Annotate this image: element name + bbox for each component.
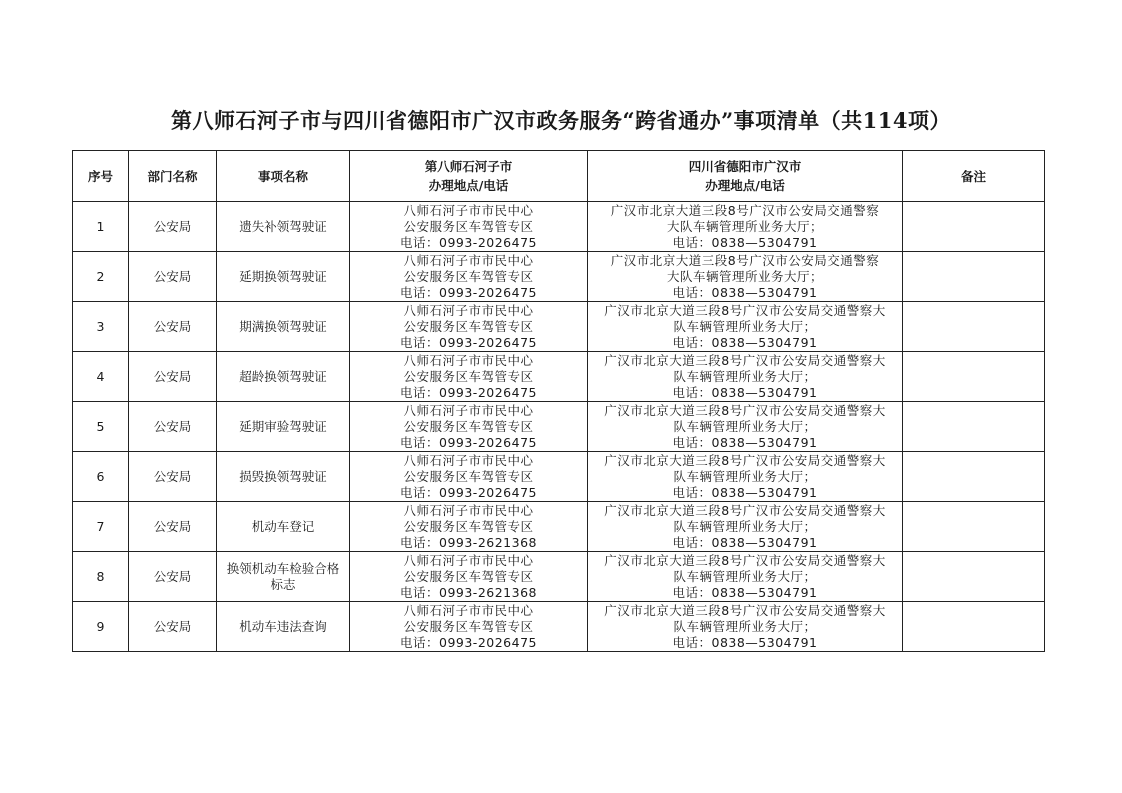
- row-guanghan-location: [588, 252, 903, 302]
- row-seq: 6: [73, 452, 129, 502]
- row-guanghan-location: [588, 302, 903, 352]
- page-title: 第八师石河子市与四川省德阳市广汉市政务服务“跨省通办”事项清单（共114项）: [171, 108, 951, 133]
- row-note: [903, 202, 1045, 252]
- row-item-text: 延期换领驾驶证: [239, 268, 327, 284]
- row-dept: 公安局: [129, 302, 217, 352]
- row-shihezi-location: [350, 352, 588, 402]
- guanghan-location-line: 广汉市北京大道三段8号广汉市公安局交通警察: [610, 202, 880, 218]
- row-item: [217, 602, 350, 652]
- row-note: [903, 602, 1045, 652]
- row-shihezi-location: [350, 452, 588, 502]
- header-guanghan-line2: 办理地点/电话: [705, 178, 785, 193]
- row-seq: 4: [73, 352, 129, 402]
- row-guanghan-location: [588, 402, 903, 452]
- row-item-text: 期满换领驾驶证: [239, 318, 327, 334]
- row-shihezi-location: [350, 552, 588, 602]
- shihezi-location-line: 八师石河子市市民中心: [403, 352, 534, 368]
- guanghan-location-line: 广汉市北京大道三段8号广汉市公安局交通警察大: [604, 352, 886, 368]
- guanghan-location-line: 电话：0838—5304791: [672, 384, 818, 400]
- row-dept: 公安局: [129, 552, 217, 602]
- shihezi-location-line: 公安服务区车驾管专区: [403, 518, 534, 534]
- guanghan-location-line: 队车辆管理所业务大厅；: [673, 518, 817, 534]
- table-row: [73, 302, 1045, 352]
- guanghan-location-line: 广汉市北京大道三段8号广汉市公安局交通警察大: [604, 502, 886, 518]
- guanghan-location-line: 广汉市北京大道三段8号广汉市公安局交通警察大: [604, 602, 886, 618]
- row-dept: 公安局: [129, 452, 217, 502]
- guanghan-location-line: 队车辆管理所业务大厅；: [673, 318, 817, 334]
- header-shihezi-line2: 办理地点/电话: [428, 178, 509, 193]
- guanghan-location-line: 队车辆管理所业务大厅；: [673, 368, 817, 384]
- header-shihezi-line1: 第八师石河子市: [424, 159, 513, 174]
- table-row: [73, 252, 1045, 302]
- shihezi-location-line: 公安服务区车驾管专区: [403, 418, 534, 434]
- shihezi-location-line: 电话：0993-2026475: [400, 334, 537, 350]
- shihezi-location-line: 八师石河子市市民中心: [403, 602, 534, 618]
- shihezi-location-line: 电话：0993-2026475: [400, 634, 537, 650]
- guanghan-location-line: 广汉市北京大道三段8号广汉市公安局交通警察大: [604, 552, 886, 568]
- row-dept: 公安局: [129, 502, 217, 552]
- header-item: 事项名称: [217, 151, 350, 202]
- guanghan-location-line: 大队车辆管理所业务大厅；: [666, 218, 823, 234]
- row-item: [217, 252, 350, 302]
- row-shihezi-location: [350, 402, 588, 452]
- row-guanghan-location: [588, 202, 903, 252]
- table-row: [73, 552, 1045, 602]
- row-item: [217, 552, 350, 602]
- row-item-text: 换领机动车检验合格标志: [226, 560, 340, 592]
- guanghan-location-line: 电话：0838—5304791: [672, 484, 818, 500]
- row-seq: 9: [73, 602, 129, 652]
- shihezi-location-line: 公安服务区车驾管专区: [403, 618, 534, 634]
- row-item: [217, 352, 350, 402]
- shihezi-location-line: 电话：0993-2621368: [400, 584, 537, 600]
- guanghan-location-line: 电话：0838—5304791: [672, 334, 818, 350]
- shihezi-location-line: 八师石河子市市民中心: [403, 302, 534, 318]
- table-row: [73, 202, 1045, 252]
- shihezi-location-line: 电话：0993-2026475: [400, 234, 537, 250]
- shihezi-location-line: 公安服务区车驾管专区: [403, 218, 534, 234]
- row-guanghan-location: [588, 602, 903, 652]
- row-seq: 8: [73, 552, 129, 602]
- shihezi-location-line: 八师石河子市市民中心: [403, 502, 534, 518]
- guanghan-location-line: 电话：0838—5304791: [672, 234, 818, 250]
- shihezi-location-line: 公安服务区车驾管专区: [403, 468, 534, 484]
- header-dept: 部门名称: [129, 151, 217, 202]
- guanghan-location-line: 广汉市北京大道三段8号广汉市公安局交通警察大: [604, 302, 886, 318]
- guanghan-location-line: 电话：0838—5304791: [672, 634, 818, 650]
- header-guanghan-location: [588, 151, 903, 202]
- row-note: [903, 302, 1045, 352]
- row-seq: 7: [73, 502, 129, 552]
- guanghan-location-line: 队车辆管理所业务大厅；: [673, 418, 817, 434]
- shihezi-location-line: 八师石河子市市民中心: [403, 252, 534, 268]
- header-note: 备注: [903, 151, 1045, 202]
- shihezi-location-line: 公安服务区车驾管专区: [403, 368, 534, 384]
- guanghan-location-line: 大队车辆管理所业务大厅；: [666, 268, 823, 284]
- row-item: [217, 202, 350, 252]
- row-guanghan-location: [588, 352, 903, 402]
- guanghan-location-line: 电话：0838—5304791: [672, 284, 818, 300]
- row-dept: 公安局: [129, 252, 217, 302]
- shihezi-location-line: 公安服务区车驾管专区: [403, 318, 534, 334]
- row-seq: 2: [73, 252, 129, 302]
- shihezi-location-line: 八师石河子市市民中心: [403, 452, 534, 468]
- row-shihezi-location: [350, 252, 588, 302]
- shihezi-location-line: 电话：0993-2026475: [400, 284, 537, 300]
- row-note: [903, 552, 1045, 602]
- guanghan-location-line: 电话：0838—5304791: [672, 584, 818, 600]
- row-guanghan-location: [588, 502, 903, 552]
- shihezi-location-line: 电话：0993-2026475: [400, 484, 537, 500]
- row-item: [217, 452, 350, 502]
- row-item-text: 损毁换领驾驶证: [239, 468, 327, 484]
- shihezi-location-line: 电话：0993-2026475: [400, 434, 537, 450]
- header-seq: 序号: [73, 151, 129, 202]
- items-table: [72, 150, 1045, 652]
- row-shihezi-location: [350, 502, 588, 552]
- row-seq: 5: [73, 402, 129, 452]
- shihezi-location-line: 电话：0993-2026475: [400, 384, 537, 400]
- table-row: [73, 352, 1045, 402]
- row-seq: 3: [73, 302, 129, 352]
- guanghan-location-line: 队车辆管理所业务大厅；: [673, 468, 817, 484]
- row-item-text: 机动车违法查询: [239, 618, 327, 634]
- row-shihezi-location: [350, 302, 588, 352]
- guanghan-location-line: 电话：0838—5304791: [672, 534, 818, 550]
- shihezi-location-line: 八师石河子市市民中心: [403, 552, 534, 568]
- row-item-text: 延期审验驾驶证: [239, 418, 327, 434]
- guanghan-location-line: 广汉市北京大道三段8号广汉市公安局交通警察大: [604, 402, 886, 418]
- shihezi-location-line: 八师石河子市市民中心: [403, 402, 534, 418]
- row-item-text: 遗失补领驾驶证: [239, 218, 327, 234]
- table-row: [73, 452, 1045, 502]
- table-row: [73, 602, 1045, 652]
- guanghan-location-line: 广汉市北京大道三段8号广汉市公安局交通警察大: [604, 452, 886, 468]
- row-dept: 公安局: [129, 602, 217, 652]
- shihezi-location-line: 公安服务区车驾管专区: [403, 568, 534, 584]
- table-header-row: [73, 151, 1045, 202]
- shihezi-location-line: 电话：0993-2621368: [400, 534, 537, 550]
- table-row: [73, 402, 1045, 452]
- header-guanghan-line1: 四川省德阳市广汉市: [688, 159, 802, 174]
- shihezi-location-line: 八师石河子市市民中心: [403, 202, 534, 218]
- row-dept: 公安局: [129, 402, 217, 452]
- row-dept: 公安局: [129, 352, 217, 402]
- row-item: [217, 302, 350, 352]
- row-dept: 公安局: [129, 202, 217, 252]
- row-item: [217, 402, 350, 452]
- row-guanghan-location: [588, 552, 903, 602]
- row-guanghan-location: [588, 452, 903, 502]
- row-note: [903, 252, 1045, 302]
- guanghan-location-line: 广汉市北京大道三段8号广汉市公安局交通警察: [610, 252, 880, 268]
- row-shihezi-location: [350, 202, 588, 252]
- guanghan-location-line: 队车辆管理所业务大厅；: [673, 568, 817, 584]
- row-note: [903, 402, 1045, 452]
- row-note: [903, 452, 1045, 502]
- header-shihezi-location: [350, 151, 588, 202]
- row-shihezi-location: [350, 602, 588, 652]
- row-item: [217, 502, 350, 552]
- row-note: [903, 352, 1045, 402]
- guanghan-location-line: 电话：0838—5304791: [672, 434, 818, 450]
- row-item-text: 机动车登记: [251, 518, 315, 534]
- shihezi-location-line: 公安服务区车驾管专区: [403, 268, 534, 284]
- row-item-text: 超龄换领驾驶证: [239, 368, 327, 384]
- guanghan-location-line: 队车辆管理所业务大厅；: [673, 618, 817, 634]
- table-row: [73, 502, 1045, 552]
- row-note: [903, 502, 1045, 552]
- row-seq: 1: [73, 202, 129, 252]
